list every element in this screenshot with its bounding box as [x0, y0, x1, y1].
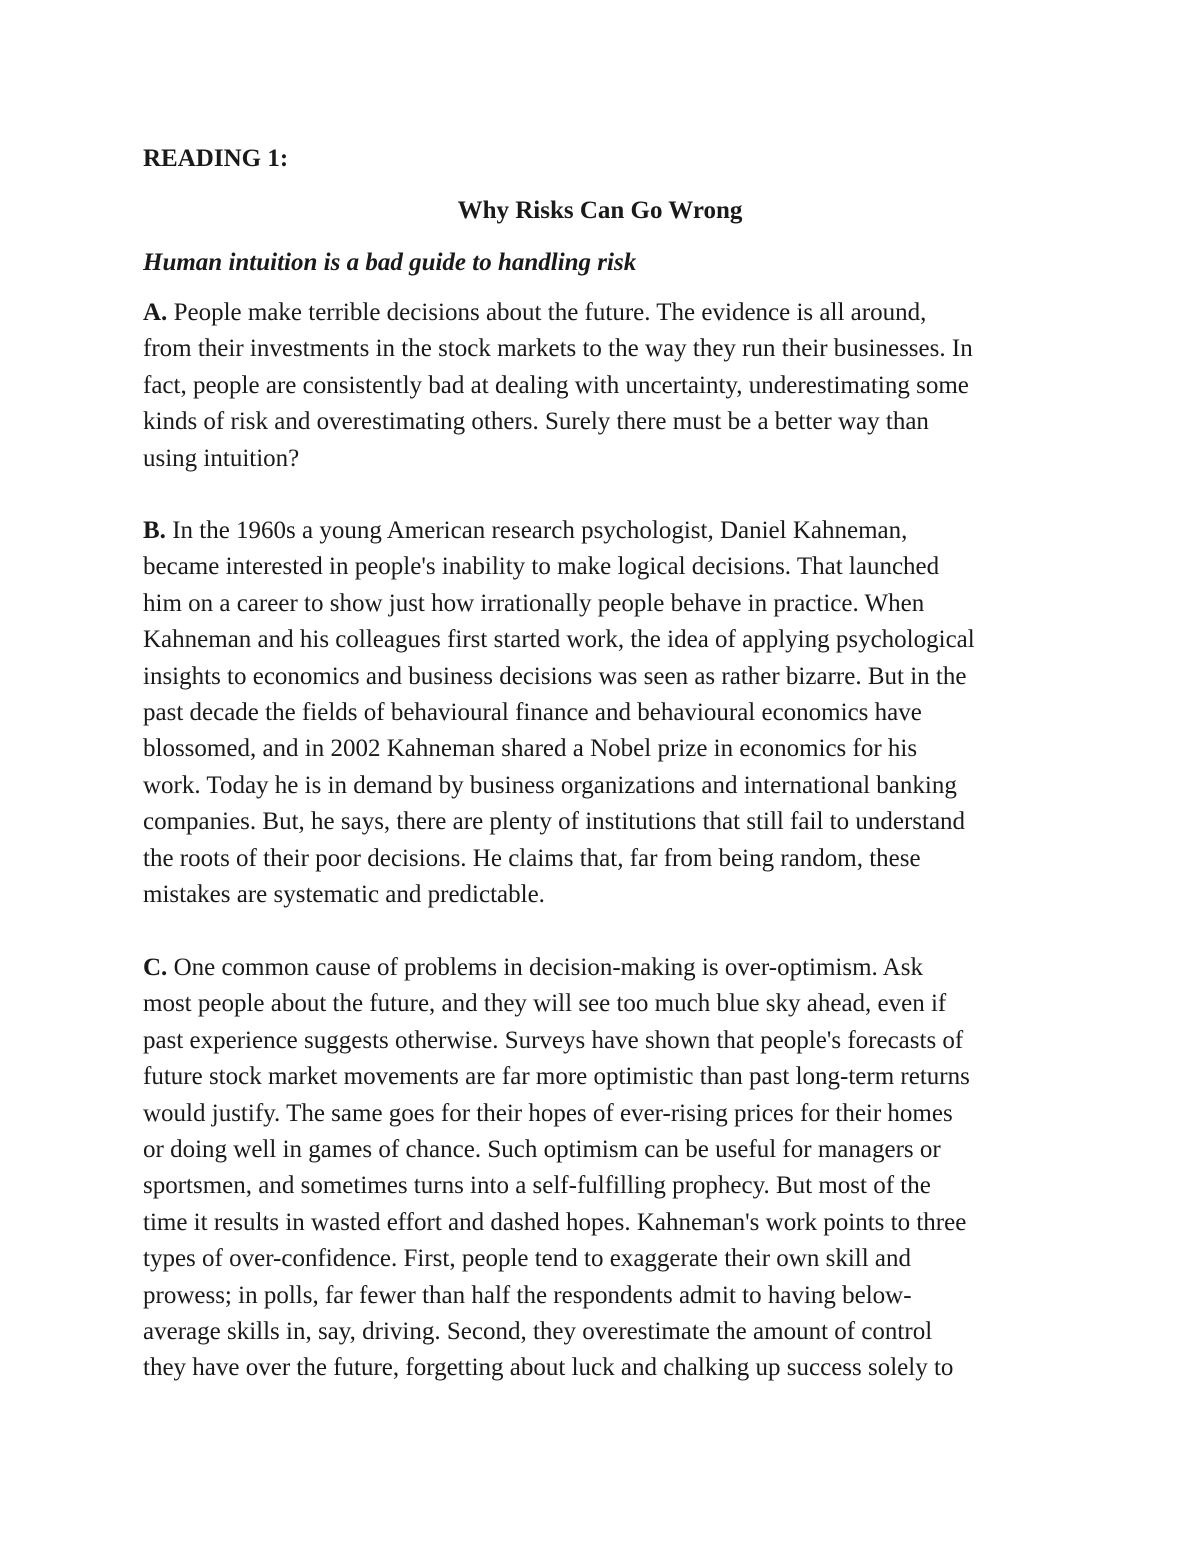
paragraph-line: kinds of risk and overestimating others. Surely there must be a better way than — [143, 408, 929, 436]
document-title: Why Risks Can Go Wrong — [457, 197, 743, 224]
paragraph-line: companies. But, he says, there are plenty of institutions that still fail to understand — [143, 808, 966, 836]
paragraph-line-text: People make terrible decisions about the future. The evidence is all around, — [167, 299, 927, 326]
paragraph-line: they have over the future, forgetting about luck and chalking up success solely to — [143, 1354, 954, 1382]
paragraph-line: would justify. The same goes for their hopes of ever-rising prices for their homes — [143, 1099, 953, 1127]
paragraph-line: became interested in people's inability to make logical decisions. That launched — [143, 553, 940, 581]
paragraph-line: work. Today he is in demand by business organizations and international banking — [143, 771, 957, 799]
paragraph-line: him on a career to show just how irrationally people behave in practice. When — [143, 589, 925, 617]
paragraph-line: Kahneman and his colleagues first started work, the idea of applying psychological — [143, 626, 975, 654]
paragraph-line: from their investments in the stock markets to the way they run their businesses. In — [143, 335, 973, 363]
paragraph-line-text: One common cause of problems in decision-making is over-optimism. Ask — [167, 954, 923, 981]
reading-label: READING 1: — [143, 145, 289, 172]
paragraph-line: fact, people are consistently bad at dealing with uncertainty, underestimating some — [143, 371, 969, 399]
paragraph-line: prowess; in polls, far fewer than half the respondents admit to having below- — [143, 1281, 912, 1309]
paragraph-line: mistakes are systematic and predictable. — [143, 881, 545, 909]
paragraph-line: sportsmen, and sometimes turns into a self-fulfilling prophecy. But most of the — [143, 1172, 931, 1200]
paragraph-line: insights to economics and business decisions was seen as rather bizarre. But in the — [143, 662, 967, 690]
paragraph-line: the roots of their poor decisions. He claims that, far from being random, these — [143, 844, 921, 872]
paragraph-line — [143, 295, 1063, 331]
paragraph-line: blossomed, and in 2002 Kahneman shared a Nobel prize in economics for his — [143, 735, 918, 763]
paragraph-letter: B. — [143, 517, 166, 544]
paragraph-b — [143, 513, 1063, 913]
paragraph-c — [143, 950, 1063, 1387]
paragraph-line: types of over-confidence. First, people tend to exaggerate their own skill and — [143, 1245, 912, 1273]
document-subtitle: Human intuition is a bad guide to handling risk — [143, 249, 637, 276]
paragraph-line: most people about the future, and they will see too much blue sky ahead, even if — [143, 990, 947, 1018]
paragraph-line: past experience suggests otherwise. Surveys have shown that people's forecasts of — [143, 1026, 964, 1054]
paragraph-line: time it results in wasted effort and dashed hopes. Kahneman's work points to three — [143, 1208, 967, 1236]
paragraph-letter: C. — [143, 954, 168, 981]
paragraph-a — [143, 295, 1063, 477]
paragraph-letter: A. — [143, 299, 168, 326]
paragraph-line — [143, 513, 1063, 549]
paragraph-line: using intuition? — [143, 444, 300, 472]
paragraph-line: past decade the fields of behavioural finance and behavioural economics have — [143, 699, 922, 727]
paragraph-line: future stock market movements are far more optimistic than past long-term returns — [143, 1063, 970, 1091]
paragraph-line — [143, 950, 1063, 986]
paragraph-line-text: In the 1960s a young American research psychologist, Daniel Kahneman, — [165, 517, 908, 544]
paragraph-line: average skills in, say, driving. Second, they overestimate the amount of control — [143, 1318, 933, 1346]
paragraph-line: or doing well in games of chance. Such optimism can be useful for managers or — [143, 1136, 941, 1164]
